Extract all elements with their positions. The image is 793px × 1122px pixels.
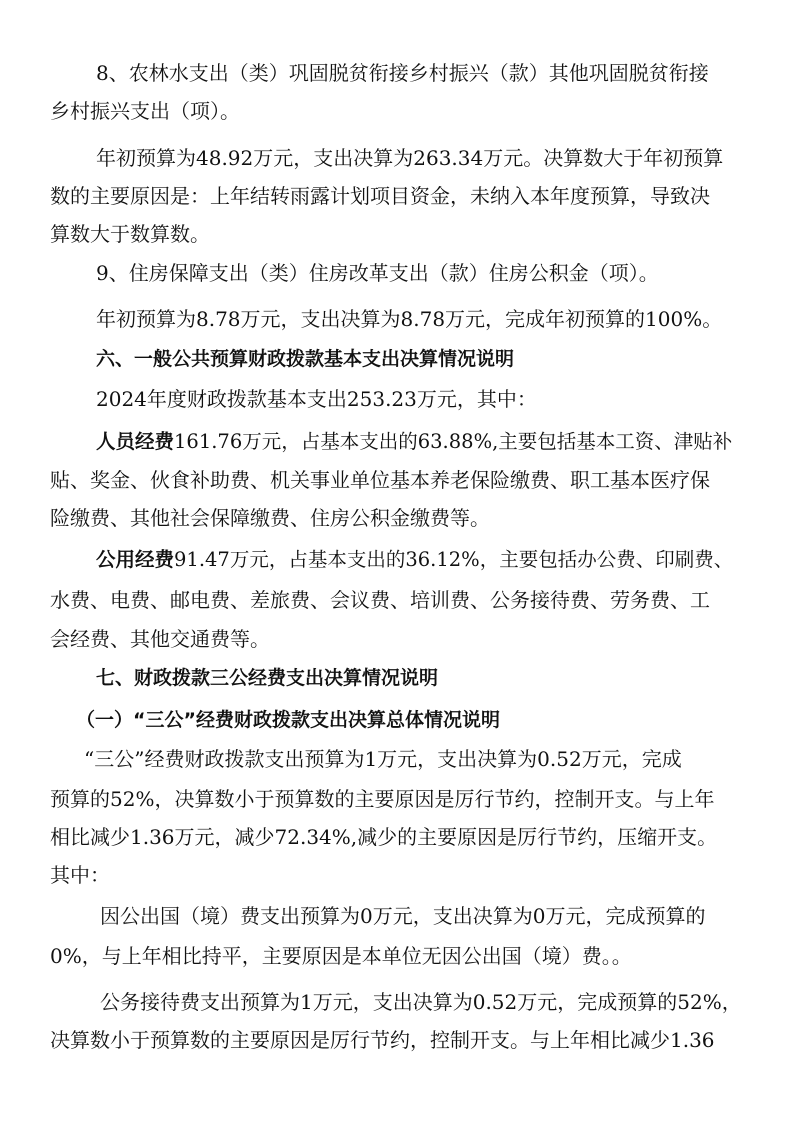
abroad-line1: 因公出国（境）费支出预算为0万元，支出决算为0万元，完成预算的 — [100, 904, 706, 928]
public-line3: 会经费、其他交通费等。 — [50, 627, 270, 651]
personnel-text: 161.76万元，占基本支出的63.88%,主要包括基本工资、津贴补 — [174, 430, 733, 453]
item-8-title-line1: 8、农林水支出（类）巩固脱贫衔接乡村振兴（款）其他巩固脱贫衔接 — [96, 61, 709, 85]
three-costs-line4: 其中： — [50, 863, 110, 887]
reception-line1: 公务接待费支出预算为1万元，支出决算为0.52万元，完成预算的52%， — [100, 990, 742, 1014]
item-8-body-line2: 数的主要原因是：上年结转雨露计划项目资金，未纳入本年度预算，导致决 — [50, 184, 710, 208]
public-line1 — [96, 547, 733, 573]
item-8-body-line3: 算数大于数算数。 — [50, 222, 210, 246]
public-line2: 水费、电费、邮电费、差旅费、会议费、培训费、公务接待费、劳务费、工 — [50, 588, 710, 612]
item-9-title: 9、住房保障支出（类）住房改革支出（款）住房公积金（项）。 — [96, 261, 659, 285]
section-7-heading: 七、财政拨款三公经费支出决算情况说明 — [96, 667, 439, 689]
section-6-intro: 2024年度财政拨款基本支出253.23万元，其中： — [96, 387, 537, 411]
personnel-line3: 险缴费、其他社会保障缴费、住房公积金缴费等。 — [50, 506, 490, 530]
personnel-line2: 贴、奖金、伙食补助费、机关事业单位基本养老保险缴费、职工基本医疗保 — [50, 468, 710, 492]
three-costs-line2: 预算的52%，决算数小于预算数的主要原因是厉行节约，控制开支。与上年 — [50, 787, 715, 811]
section-6-heading: 六、一般公共预算财政拨款基本支出决算情况说明 — [96, 348, 515, 370]
three-costs-line1: “三公”经费财政拨款支出预算为1万元，支出决算为0.52万元，完成 — [84, 747, 682, 771]
abroad-line2: 0%，与上年相比持平，主要原因是本单位无因公出国（境）费。。 — [50, 944, 632, 968]
three-costs-line3: 相比减少1.36万元，减少72.34%,减少的主要原因是厉行节约，压缩开支。 — [50, 825, 718, 849]
item-8-title-line2: 乡村振兴支出（项）。 — [50, 99, 240, 123]
reception-line2: 决算数小于预算数的主要原因是厉行节约，控制开支。与上年相比减少1.36 — [50, 1028, 715, 1052]
personnel-line1 — [96, 429, 732, 455]
item-9-body: 年初预算为8.78万元，支出决算为8.78万元，完成年初预算的100%。 — [96, 307, 723, 331]
personnel-label: 人员经费 — [96, 430, 175, 453]
subsection-1-heading: （一）“三公”经费财政拨款支出决算总体情况说明 — [76, 709, 500, 731]
public-text: 91.47万元，占基本支出的36.12%，主要包括办公费、印刷费、 — [174, 548, 734, 571]
public-label: 公用经费 — [96, 548, 175, 571]
item-8-body-line1: 年初预算为48.92万元，支出决算为263.34万元。决算数大于年初预算 — [96, 146, 724, 170]
